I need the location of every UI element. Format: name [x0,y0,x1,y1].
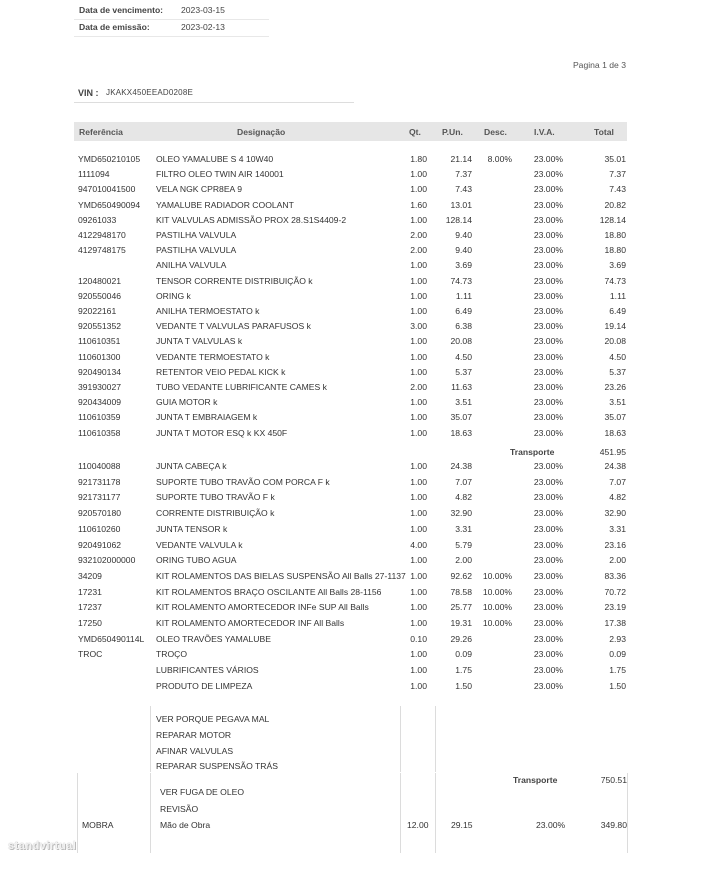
cell-designation: VEDANTE TERMOESTATO k [156,351,270,362]
cell-vat: 23.00% [533,586,563,597]
cell-designation: ORING TUBO AGUA [156,555,237,566]
cell-ref: 17237 [78,602,102,613]
cell-designation: ANILHA TERMOESTATO k [156,306,260,316]
cell-vat: 23.00% [533,382,563,392]
cell-total: 1.75 [609,665,626,676]
cell-total: 18.80 [604,245,626,256]
cell-qty: 1.00 [410,169,427,180]
cell-ref: 920551352 [78,321,122,332]
cell-vat: 23.00% [533,260,563,271]
cell-vat: 23.00% [533,602,563,613]
page-footer [74,773,627,853]
cell-ref: 110610351 [78,336,121,347]
cell-unit-price: 3.31 [455,523,472,534]
cell-vat: 23.00% [533,680,563,691]
cell-vat: 23.00% [533,230,563,240]
cell-unit-price: 6.49 [455,306,472,316]
cell-vat: 23.00% [533,290,563,301]
cell-designation: VEDANTE VALVULA k [156,539,243,550]
cell-designation: GUIA MOTOR k [156,397,218,408]
table-row [0,350,724,365]
transport-value: 451.95 [599,447,626,457]
cell-ref: YMD650490114L [78,633,145,644]
cell-qty: 1.00 [410,665,427,676]
cell-qty: 1.00 [410,508,427,519]
cell-vat: 23.00% [533,397,563,408]
cell-ref: 110610358 [78,427,121,438]
cell-designation: LUBRIFICANTES VÁRIOS [156,665,259,676]
cell-qty: 3.00 [410,321,427,332]
col-qty-header: Qt. [409,127,421,137]
cell-total: 18.80 [604,230,626,240]
cell-ref: TROC [78,649,103,660]
cell-total: 20.82 [604,199,626,210]
cell-unit-price: 29.26 [450,633,472,644]
cell-total: 20.08 [604,336,626,347]
cell-qty: 2.00 [410,382,427,392]
cell-unit-price: 0.09 [455,649,472,660]
cell-vat: 23.00% [533,214,563,225]
table-row [0,152,724,167]
cell-total: 83.36 [604,570,626,581]
due-date-row [74,2,269,20]
cell-vat: 23.00% [533,321,563,332]
table-row [0,632,724,647]
cell-designation: TROÇO [156,649,188,660]
vin-value: JKAKX450EEAD0208E [106,88,194,97]
cell-qty: 2.00 [410,230,427,240]
col-unit-price-header: P.Un. [442,127,463,137]
cell-unit-price: 2.00 [455,555,472,566]
cell-unit-price: 3.69 [455,260,472,271]
cell-vat: 23.00% [533,275,563,286]
cell-unit-price: 19.31 [450,618,472,628]
cell-unit-price: 35.07 [450,412,472,423]
cell-ref: 34209 [78,570,102,581]
cell-designation: CORRENTE DISTRIBUIÇÃO k [156,508,275,519]
divider [400,706,401,772]
cell-qty: 1.00 [410,461,427,471]
due-date-value: 2023-03-15 [181,5,225,15]
cell-qty: 1.80 [410,154,427,164]
table-row [0,167,724,182]
cell-unit-price: 25.77 [450,602,472,613]
cell-ref: 920490134 [78,366,122,377]
cell-designation: TUBO VEDANTE LUBRIFICANTE CAMES k [156,382,327,392]
cell-discount: 10.00% [482,586,512,597]
table-row [0,663,724,678]
table-row [0,585,724,600]
cell-qty: 4.00 [410,539,427,550]
cell-unit-price: 11.63 [451,382,472,392]
cell-qty: 1.00 [410,523,427,534]
cell-qty: 1.00 [410,306,427,316]
issue-date-label: Data de emissão: [79,22,150,32]
cell-ref: 391930027 [78,382,122,392]
cell-unit-price: 32.90 [450,508,472,519]
issue-date-value: 2023-02-13 [181,22,225,32]
cell-vat: 23.00% [533,154,563,164]
cell-unit-price: 13.01 [450,199,472,210]
labor-designation: Mão de Obra [160,820,211,830]
cell-qty: 1.00 [410,680,427,691]
cell-ref: 17250 [78,618,102,628]
cell-vat: 23.00% [533,476,563,487]
watermark-logo [8,840,76,852]
cell-ref: 110601300 [78,351,121,362]
cell-vat: 23.00% [533,412,563,423]
cell-total: 128.14 [599,214,626,225]
cell-designation: KIT ROLAMENTOS DAS BIELAS SUSPENSÃO All Balls 27-1137 [156,570,406,581]
cell-discount: 10.00% [482,602,512,613]
table-row [0,198,724,213]
table-row [0,365,724,380]
table-row [0,319,724,334]
col-total-header: Total [594,127,614,137]
cell-designation: JUNTA TENSOR k [156,523,228,534]
divider [627,773,628,853]
table-row [0,380,724,395]
cell-unit-price: 6.38 [455,321,472,332]
table-row [0,569,724,584]
cell-total: 23.16 [604,539,626,550]
cell-unit-price: 1.50 [455,680,472,691]
cell-total: 6.49 [609,306,626,316]
cell-qty: 1.00 [410,586,427,597]
cell-total: 19.14 [604,321,626,332]
table-row [0,304,724,319]
cell-vat: 23.00% [533,351,563,362]
cell-unit-price: 4.82 [455,492,472,503]
cell-total: 0.09 [609,649,626,660]
cell-qty: 1.00 [410,618,427,628]
table-row [0,553,724,568]
page-number: Pagina 1 de 3 [572,60,626,70]
col-discount-header: Desc. [484,127,507,137]
labor-qty: 12.00 [407,820,429,830]
cell-qty: 1.00 [410,214,427,225]
cell-designation: OLEO TRAVÕES YAMALUBE [156,633,271,644]
cell-ref: YMD650490094 [78,199,141,210]
cell-qty: 1.00 [410,397,427,408]
cell-unit-price: 9.40 [455,245,472,256]
cell-designation: OLEO YAMALUBE S 4 10W40 [156,154,274,164]
cell-discount: 8.00% [487,154,512,164]
cell-qty: 1.00 [410,290,427,301]
cell-qty: 1.00 [410,555,427,566]
cell-total: 1.11 [609,290,626,301]
cell-qty: 1.00 [410,570,427,581]
cell-vat: 23.00% [533,245,563,256]
cell-designation: JUNTA T EMBRAIAGEM k [156,412,258,423]
cell-unit-price: 7.37 [455,169,472,180]
cell-vat: 23.00% [533,461,563,471]
cell-designation: KIT VALVULAS ADMISSÃO PROX 28.S1S4409-2 [156,214,347,225]
cell-unit-price: 78.58 [450,586,472,597]
cell-unit-price: 21.14 [450,154,472,164]
note-line: AFINAR VALVULAS [156,745,234,756]
cell-designation: KIT ROLAMENTOS BRAÇO OSCILANTE All Balls 28-1156 [156,586,382,597]
cell-qty: 1.00 [410,602,427,613]
transport-label: Transporte [510,447,555,457]
cell-vat: 23.00% [533,199,563,210]
table-row [0,506,724,521]
table-row [0,679,724,694]
col-ref-header: Referência [79,127,123,137]
cell-total: 7.43 [609,184,626,195]
cell-vat: 23.00% [533,427,563,438]
cell-vat: 23.00% [533,336,563,347]
cell-total: 5.37 [609,366,626,377]
cell-designation: KIT ROLAMENTO AMORTECEDOR INF All Balls [156,618,345,628]
cell-discount: 10.00% [482,618,512,628]
cell-ref: 17231 [78,586,102,597]
watermark-text: standvirtual [8,840,77,852]
col-designation-header: Designação [237,127,286,137]
cell-designation: YAMALUBE RADIADOR COOLANT [156,199,294,210]
cell-qty: 1.00 [410,412,427,423]
cell-ref: 92022161 [78,306,117,316]
cell-ref: 921731177 [78,492,121,503]
labor-unit-price: 29.15 [451,820,473,830]
cell-qty: 2.00 [410,245,427,256]
table-row [0,258,724,273]
cell-qty: 1.00 [410,427,427,438]
cell-total: 3.51 [609,397,626,408]
table-row [0,182,724,197]
note-line: REVISÃO [160,804,199,814]
cell-total: 23.19 [604,602,626,613]
cell-vat: 23.00% [533,665,563,676]
table-row [0,228,724,243]
cell-qty: 1.00 [410,476,427,487]
vin-row [74,84,354,103]
cell-designation: KIT ROLAMENTO AMORTECEDOR INFe SUP All Balls [156,602,369,613]
cell-designation: FILTRO OLEO TWIN AIR 140001 [156,169,284,180]
cell-ref: 110610260 [78,523,121,534]
cell-vat: 23.00% [533,523,563,534]
transport-row-1 [0,445,724,460]
cell-designation: ANILHA VALVULA [156,260,227,271]
cell-designation: RETENTOR VEIO PEDAL KICK k [156,366,286,377]
document-dates [74,2,269,38]
cell-designation: PASTILHA VALVULA [156,245,237,256]
cell-qty: 1.00 [410,492,427,503]
cell-ref: 920570180 [78,508,122,519]
cell-qty: 1.00 [410,260,427,271]
cell-unit-price: 92.62 [450,570,472,581]
cell-total: 4.82 [609,492,626,503]
cell-ref: 920434009 [78,397,122,408]
cell-designation: SUPORTE TUBO TRAVÃO COM PORCA F k [156,476,330,487]
cell-ref: 120480021 [78,275,122,286]
labor-total: 349.80 [600,820,627,830]
cell-qty: 1.00 [410,275,427,286]
cell-vat: 23.00% [533,306,563,316]
cell-vat: 23.00% [533,169,563,180]
table-row [0,274,724,289]
note-line: VER FUGA DE OLEO [160,787,245,797]
cell-unit-price: 4.50 [455,351,472,362]
cell-unit-price: 5.79 [455,539,472,550]
cell-unit-price: 18.63 [450,427,472,438]
cell-unit-price: 7.43 [455,184,472,195]
cell-designation: ORING k [156,290,191,301]
cell-total: 1.50 [609,680,626,691]
cell-unit-price: 74.73 [450,275,472,286]
cell-vat: 23.00% [533,618,563,628]
cell-designation: SUPORTE TUBO TRAVÃO F k [156,492,275,503]
col-vat-header: I.V.A. [534,127,555,137]
divider [435,706,436,772]
cell-designation: JUNTA T MOTOR ESQ k KX 450F [156,427,288,438]
cell-ref: 932102000000 [78,555,136,566]
cell-ref: 920491062 [78,539,122,550]
cell-total: 2.93 [609,633,626,644]
cell-ref: 110610359 [78,412,121,423]
cell-total: 7.07 [609,476,626,487]
cell-vat: 23.00% [533,633,563,644]
due-date-label: Data de vencimento: [79,5,164,15]
table-row [0,426,724,441]
cell-unit-price: 128.14 [445,214,472,225]
cell-designation: JUNTA CABEÇA k [156,461,227,471]
cell-ref: 110040088 [78,461,121,471]
cell-designation: JUNTA T VALVULAS k [156,336,243,347]
table-row [0,395,724,410]
cell-vat: 23.00% [533,492,563,503]
cell-qty: 1.00 [410,184,427,195]
cell-vat: 23.00% [533,555,563,566]
cell-total: 23.26 [604,382,626,392]
cell-ref: 4122948170 [78,230,126,240]
cell-total: 2.00 [609,555,626,566]
table-row [0,600,724,615]
cell-total: 35.07 [604,412,626,423]
cell-vat: 23.00% [533,508,563,519]
table-row [0,616,724,631]
cell-qty: 1.00 [410,366,427,377]
cell-total: 32.90 [604,508,626,519]
table-row [0,475,724,490]
cell-ref: 4129748175 [78,245,126,256]
divider [150,706,151,772]
cell-unit-price: 24.38 [450,461,472,471]
cell-total: 4.50 [609,351,626,362]
cell-qty: 1.60 [410,199,427,210]
cell-qty: 1.00 [410,351,427,362]
note-line: REPARAR MOTOR [156,729,232,740]
cell-designation: VEDANTE T VALVULAS PARAFUSOS k [156,321,311,332]
cell-ref: 1111094 [78,169,110,180]
cell-ref: 920550046 [78,290,122,301]
cell-vat: 23.00% [533,366,563,377]
cell-unit-price: 20.08 [450,336,472,347]
cell-unit-price: 5.37 [455,366,472,377]
cell-vat: 23.00% [533,570,563,581]
cell-total: 3.69 [609,260,626,271]
cell-unit-price: 1.11 [455,290,472,301]
cell-ref: YMD650210105 [78,154,141,164]
cell-unit-price: 9.40 [455,230,472,240]
table-row [0,243,724,258]
cell-total: 17.38 [604,618,626,628]
cell-total: 74.73 [604,275,626,286]
table-row [0,459,724,474]
table-row [0,490,724,505]
cell-unit-price: 1.75 [455,665,472,676]
cell-designation: PRODUTO DE LIMPEZA [156,680,253,691]
issue-date-row [74,19,269,37]
cell-unit-price: 3.51 [455,397,472,408]
cell-total: 7.37 [609,169,626,180]
cell-ref: 921731178 [78,476,121,487]
table-row [0,334,724,349]
table-row [0,410,724,425]
labor-vat: 23.00% [536,820,566,830]
cell-total: 18.63 [604,427,626,438]
table-row [0,647,724,662]
cell-ref: 09261033 [78,214,117,225]
transport-label: Transporte [513,775,558,785]
cell-vat: 23.00% [533,184,563,195]
labor-ref: MOBRA [82,820,114,830]
cell-designation: VELA NGK CPR8EA 9 [156,184,242,195]
table-row [0,289,724,304]
transport-value: 750.51 [600,775,627,785]
cell-qty: 1.00 [410,336,427,347]
table-row [0,213,724,228]
note-line: REPARAR SUSPENSÃO TRÁS [156,761,278,772]
table-row [0,522,724,537]
cell-designation: PASTILHA VALVULA [156,230,237,240]
cell-discount: 10.00% [482,570,512,581]
table-row [0,538,724,553]
cell-total: 3.31 [609,523,626,534]
cell-ref: 947010041500 [78,184,136,195]
cell-qty: 1.00 [410,649,427,660]
cell-total: 70.72 [604,586,626,597]
note-line: VER PORQUE PEGAVA MAL [156,714,270,724]
cell-total: 24.38 [604,461,626,471]
cell-vat: 23.00% [533,539,563,550]
cell-total: 35.01 [604,154,626,164]
cell-vat: 23.00% [533,649,563,660]
cell-designation: TENSOR CORRENTE DISTRIBUIÇÃO k [156,275,313,286]
cell-unit-price: 7.07 [455,476,472,487]
table-header [74,122,627,141]
vin-label: VIN : [78,88,99,98]
cell-qty: 0.10 [410,633,427,644]
